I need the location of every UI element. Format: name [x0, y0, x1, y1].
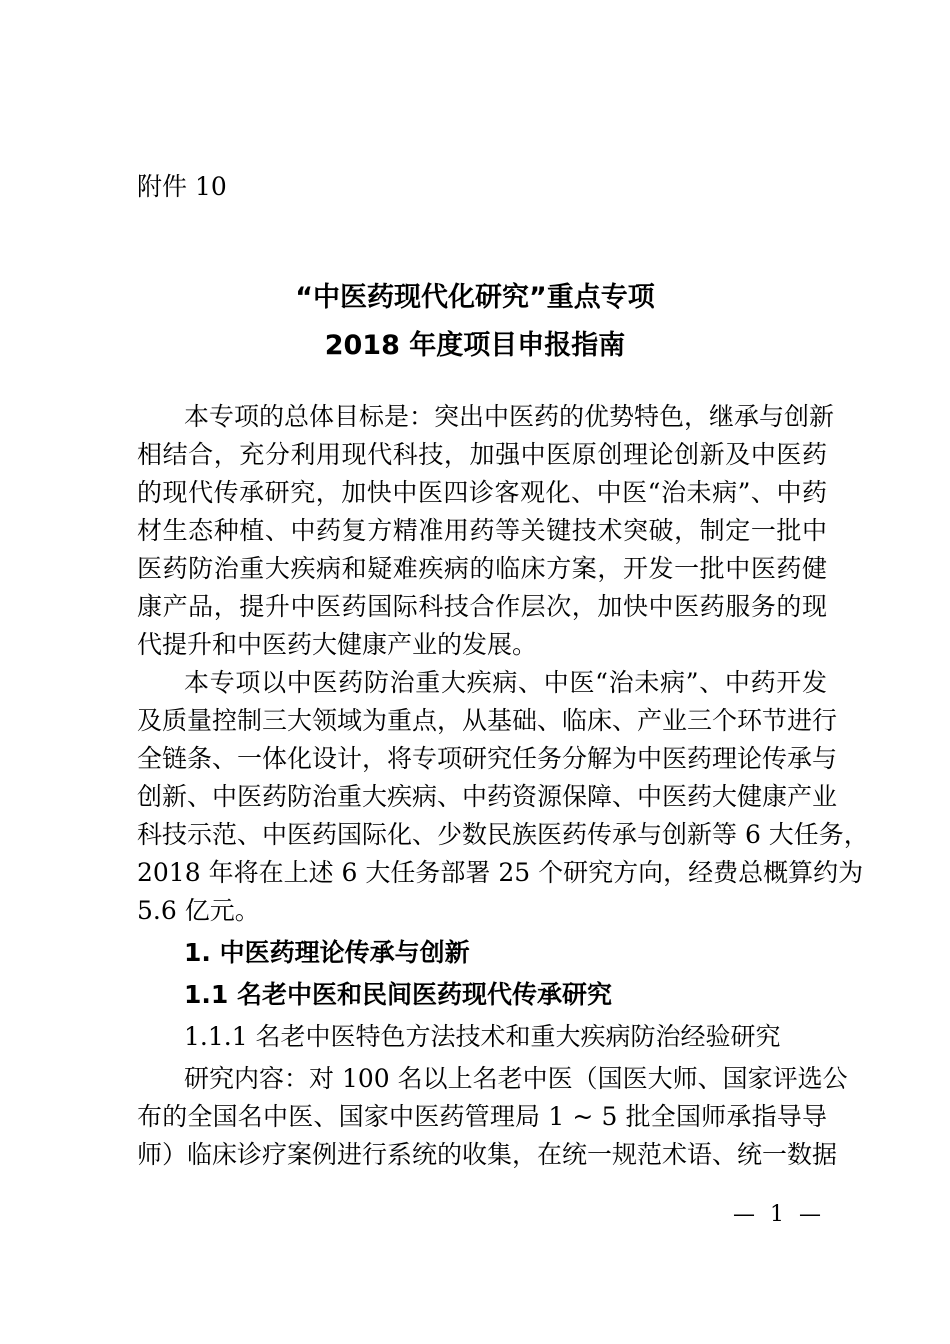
- subsubsection-heading: 1.1.1 名老中医特色方法技术和重大疾病防治经验研究: [184, 1022, 781, 1051]
- section-heading: 1. 中医药理论传承与创新: [184, 938, 470, 967]
- paragraph-line: 科技示范、中医药国际化、少数民族医药传承与创新等 6 大任务，: [137, 820, 869, 849]
- attachment-label: 附件 10: [137, 172, 227, 201]
- paragraph-line: 创新、中医药防治重大疾病、中药资源保障、中医药大健康产业: [137, 782, 838, 811]
- paragraph-line: 材生态种植、中药复方精准用药等关键技术突破，制定一批中: [137, 516, 827, 545]
- paragraph-line: 5.6 亿元。: [137, 896, 260, 925]
- document-title-line2: 2018 年度项目申报指南: [324, 330, 626, 361]
- paragraph-line: 本专项的总体目标是：突出中医药的优势特色，继承与创新: [184, 402, 835, 431]
- paragraph-line: 本专项以中医药防治重大疾病、中医“治未病”、中药开发: [184, 668, 827, 697]
- paragraph-line: 全链条、一体化设计，将专项研究任务分解为中医药理论传承与: [137, 744, 838, 773]
- subsection-heading: 1.1 名老中医和民间医药现代传承研究: [184, 980, 612, 1009]
- paragraph-line: 的现代传承研究，加快中医四诊客观化、中医“治未病”、中药: [137, 478, 827, 507]
- paragraph-line: 布的全国名中医、国家中医药管理局 1 ~ 5 批全国师承指导导: [137, 1102, 827, 1131]
- paragraph-line: 医药防治重大疾病和疑难疾病的临床方案，开发一批中医药健: [137, 554, 827, 583]
- page-number: — 1 —: [733, 1202, 825, 1227]
- paragraph-line: 及质量控制三大领域为重点，从基础、临床、产业三个环节进行: [137, 706, 838, 735]
- paragraph-line: 康产品，提升中医药国际科技合作层次，加快中医药服务的现: [137, 592, 827, 621]
- paragraph-line: 2018 年将在上述 6 大任务部署 25 个研究方向，经费总概算约为: [137, 858, 864, 887]
- paragraph-line: 代提升和中医药大健康产业的发展。: [137, 630, 538, 659]
- paragraph-line: 研究内容：对 100 名以上名老中医（国医大师、国家评选公: [184, 1064, 848, 1093]
- paragraph-line: 相结合，充分利用现代科技，加强中医原创理论创新及中医药: [137, 440, 827, 469]
- document-title-line1: “中医药现代化研究”重点专项: [295, 282, 655, 313]
- paragraph-line: 师）临床诊疗案例进行系统的收集，在统一规范术语、统一数据: [137, 1140, 838, 1169]
